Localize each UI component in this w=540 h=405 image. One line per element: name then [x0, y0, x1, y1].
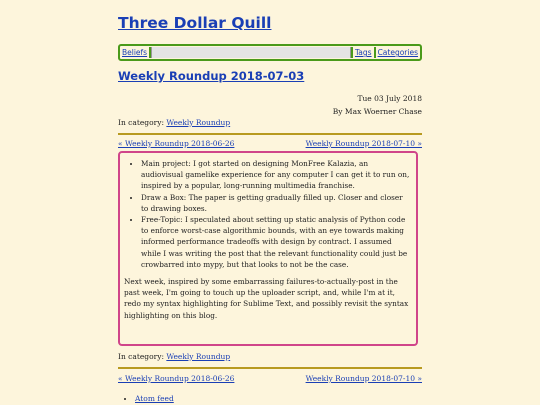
search-input[interactable]: [151, 47, 351, 58]
list-item: • Draw a Box: The paper is getting gradually filled up. Closer and closer to drawing boxes.: [141, 192, 412, 214]
nav-beliefs[interactable]: Beliefs: [122, 48, 148, 57]
post-category-bottom: [118, 352, 230, 361]
category-prefix: In category:: [118, 118, 164, 127]
pager-top: [118, 139, 422, 148]
post-byline: By Max Woerner Chase: [332, 107, 422, 116]
post-paragraph: Next week, inspired by some embarrassing failures-to-actually-post in the past week, I'm going to touch up the uploader script, and, while I'm at it, redo my syntax highlighting for Sublime Text, and possibly revisit the syntax highlighting on this blog.: [124, 277, 409, 320]
list-item: • Main project: I got started on designing MonFree Kalazia, an audiovisual gamelike experience for any computer I can get it to run on, inspired by a popular, long-running multimedia franchise.: [141, 158, 412, 192]
site-title[interactable]: Three Dollar Quill: [118, 14, 272, 32]
atom-feed-link[interactable]: Atom feed: [135, 394, 174, 403]
list-item: • Free-Topic: I speculated about setting up static analysis of Python code to enforce worst-case algorithmic bounds, with an eye towards making informed performance tradeoffs with design by contract. I assumed while I was writing the post that the relevant functionality could just be crowbarred into mypy, but that looks to not be the case.: [141, 214, 412, 270]
category-prefix: In category:: [118, 352, 164, 361]
prev-post-link[interactable]: « Weekly Roundup 2018-06-26: [118, 139, 235, 148]
nav-bar: [118, 44, 422, 61]
prev-post-link[interactable]: « Weekly Roundup 2018-06-26: [118, 374, 235, 383]
post-content: [118, 151, 418, 346]
category-link[interactable]: Weekly Roundup: [166, 118, 231, 127]
next-post-link[interactable]: Weekly Roundup 2018-07-10 »: [305, 139, 422, 148]
post-category-top: [118, 118, 230, 127]
post-list: [124, 158, 412, 270]
post-title[interactable]: Weekly Roundup 2018-07-03: [118, 69, 305, 83]
category-link[interactable]: Weekly Roundup: [166, 352, 231, 361]
divider: [118, 133, 422, 135]
nav-tags[interactable]: Tags: [354, 48, 372, 57]
nav-categories[interactable]: Categories: [377, 48, 418, 57]
divider: [118, 367, 422, 369]
next-post-link[interactable]: Weekly Roundup 2018-07-10 »: [305, 374, 422, 383]
pager-bottom: [118, 374, 422, 383]
list-item: [135, 394, 174, 403]
post-date: Tue 03 July 2018: [357, 94, 422, 103]
footer-links: [118, 394, 174, 403]
